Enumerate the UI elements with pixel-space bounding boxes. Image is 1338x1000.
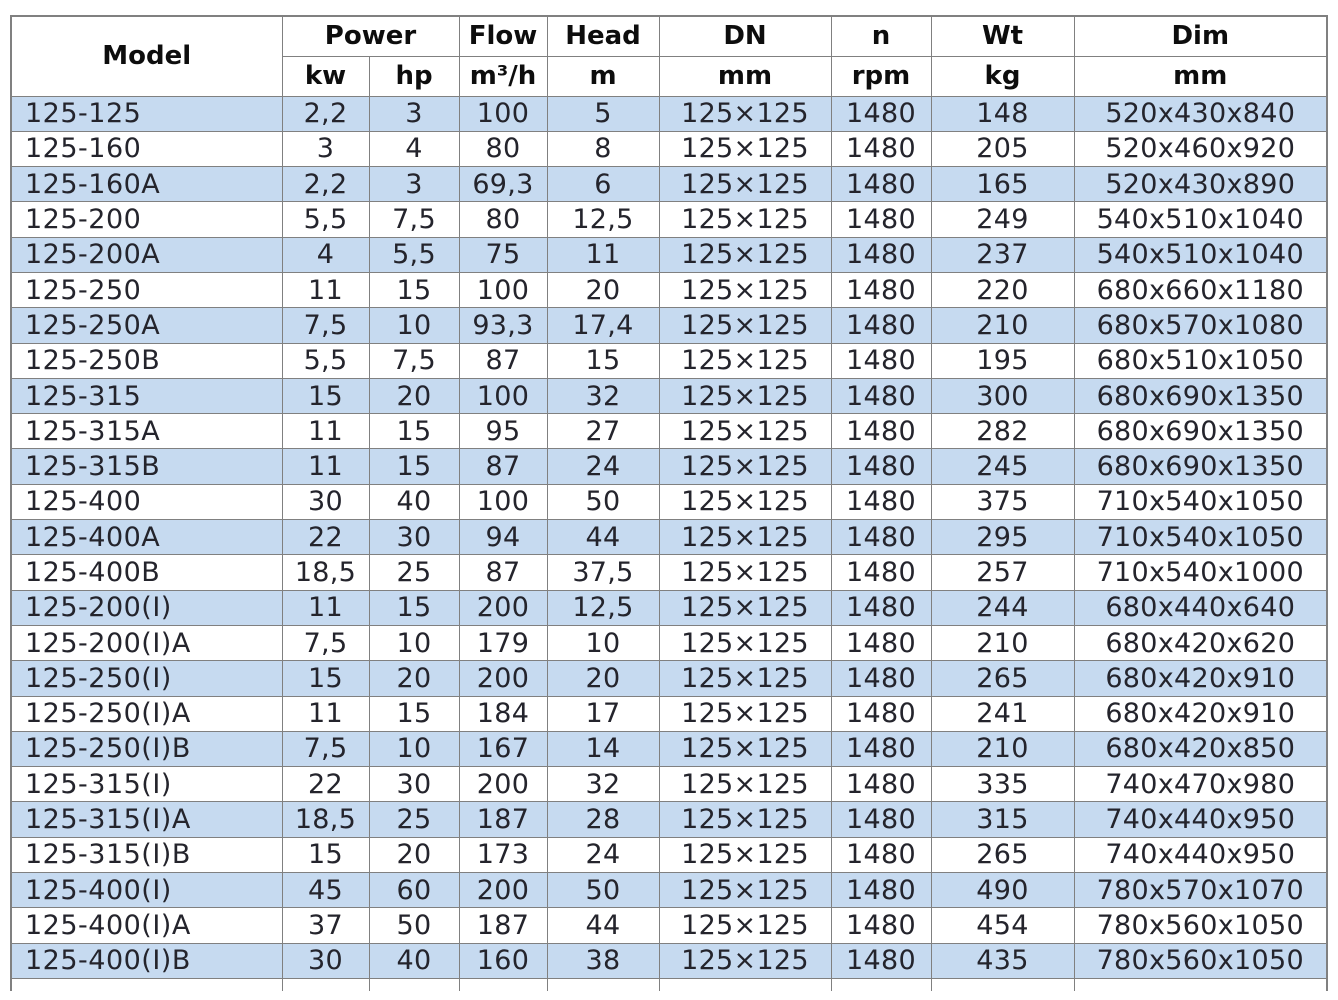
table-row <box>11 943 1327 978</box>
cell-dn: 125×125 <box>659 625 831 660</box>
cell-wt: 490 <box>931 873 1074 908</box>
cell-head: 17 <box>547 696 659 731</box>
cell-hp: 4 <box>369 131 459 166</box>
cell-n: 1480 <box>831 873 931 908</box>
cell-kw: 30 <box>282 484 369 519</box>
table-row <box>11 414 1327 449</box>
cell-kw: 30 <box>282 943 369 978</box>
cell-dn: 125×125 <box>659 414 831 449</box>
cell-model: 125-250(I) <box>11 661 282 696</box>
cell-head: 44 <box>547 520 659 555</box>
cell-head: 20 <box>547 661 659 696</box>
cell-flow: 173 <box>459 837 547 872</box>
cell-model: 125-400B <box>11 555 282 590</box>
cell-kw: 7,5 <box>282 308 369 343</box>
cell-hp: 7,5 <box>369 202 459 237</box>
table-row <box>11 378 1327 413</box>
cell-model: 125-315B <box>11 449 282 484</box>
cell-flow: 100 <box>459 96 547 131</box>
cell-wt: 210 <box>931 308 1074 343</box>
cell-flow: 160 <box>459 943 547 978</box>
cell-model: 125-200 <box>11 202 282 237</box>
cell-flow: 100 <box>459 272 547 307</box>
cell-hp: 10 <box>369 731 459 766</box>
cell-hp: 60 <box>369 873 459 908</box>
cell-kw: 18,5 <box>282 802 369 837</box>
cell-flow: 187 <box>459 908 547 943</box>
cell-flow: 95 <box>459 414 547 449</box>
cell-kw: 11 <box>282 696 369 731</box>
cell-head: 38 <box>547 943 659 978</box>
cell-head: 6 <box>547 167 659 202</box>
cell-hp: 25 <box>369 555 459 590</box>
cell-model: 125-250A <box>11 308 282 343</box>
column-header-dim: Dim <box>1074 16 1327 56</box>
cell-kw: 7,5 <box>282 625 369 660</box>
table-row <box>11 802 1327 837</box>
cell-hp: 15 <box>369 449 459 484</box>
cell-hp: 25 <box>369 802 459 837</box>
cell-kw: 11 <box>282 449 369 484</box>
cell-dn: 125×125 <box>659 272 831 307</box>
column-header-model: Model <box>11 16 282 96</box>
column-header-head: Head <box>547 16 659 56</box>
column-header-n: n <box>831 16 931 56</box>
cell-n: 1480 <box>831 943 931 978</box>
table-row <box>11 343 1327 378</box>
cell-hp: 15 <box>369 696 459 731</box>
cell-model: 125-200A <box>11 237 282 272</box>
cell-kw: 11 <box>282 272 369 307</box>
cell-kw: 3 <box>282 131 369 166</box>
cell-flow: 94 <box>459 520 547 555</box>
cell-n: 1480 <box>831 414 931 449</box>
cell-model: 125-250B <box>11 343 282 378</box>
cell-model: 125-315(I)A <box>11 802 282 837</box>
cell-head: 5 <box>547 96 659 131</box>
cell-dim: 780x560x1050 <box>1074 943 1327 978</box>
cell-dim: 540x510x1040 <box>1074 202 1327 237</box>
cell-head: 27 <box>547 414 659 449</box>
cell-kw: 15 <box>282 661 369 696</box>
cell-hp: 30 <box>369 520 459 555</box>
cell-hp: 40 <box>369 484 459 519</box>
table-row <box>11 696 1327 731</box>
cell-n: 1480 <box>831 908 931 943</box>
cell-kw: 15 <box>282 837 369 872</box>
cell-dn: 125×125 <box>659 696 831 731</box>
header-row-titles <box>11 16 1327 56</box>
cell-n: 1480 <box>831 555 931 590</box>
cell-hp: 20 <box>369 661 459 696</box>
table-row <box>11 167 1327 202</box>
cell-dim: 680x690x1350 <box>1074 414 1327 449</box>
cell-dn: 125×125 <box>659 661 831 696</box>
cell-n: 1480 <box>831 696 931 731</box>
cell-dim: 710x540x1050 <box>1074 484 1327 519</box>
cell-kw: 11 <box>282 590 369 625</box>
cell-head: 32 <box>547 767 659 802</box>
cell-wt: 454 <box>931 908 1074 943</box>
cell-head: 28 <box>547 802 659 837</box>
cell-wt: 205 <box>931 131 1074 166</box>
cell-n: 1480 <box>831 131 931 166</box>
cell-model: 125-315 <box>11 378 282 413</box>
cell-n: 1480 <box>831 308 931 343</box>
cell-wt: 148 <box>931 96 1074 131</box>
table-row <box>11 484 1327 519</box>
cell-dn: 125×125 <box>659 908 831 943</box>
cell-hp: 10 <box>369 308 459 343</box>
cell-dn: 125×125 <box>659 131 831 166</box>
cell-head: 32 <box>547 378 659 413</box>
cell-n: 1480 <box>831 590 931 625</box>
cell-kw: 2,2 <box>282 167 369 202</box>
cell-head: 44 <box>547 908 659 943</box>
cell-dim: 740x440x950 <box>1074 802 1327 837</box>
cell-wt: 375 <box>931 484 1074 519</box>
cell-flow: 93,3 <box>459 308 547 343</box>
cell-hp: 50 <box>369 908 459 943</box>
cell-model: 125-200(I)A <box>11 625 282 660</box>
unit-header-head: m <box>547 56 659 96</box>
cell-model: 125-400(I)B <box>11 943 282 978</box>
cell-dim: 710x540x1050 <box>1074 520 1327 555</box>
table-row <box>11 96 1327 131</box>
cell-dim: 680x510x1050 <box>1074 343 1327 378</box>
cell-hp: 7,5 <box>369 343 459 378</box>
cell-wt: 265 <box>931 837 1074 872</box>
cell-dn: 125×125 <box>659 484 831 519</box>
cell-dn: 125×125 <box>659 343 831 378</box>
cell-n: 1480 <box>831 837 931 872</box>
cell-hp: 30 <box>369 767 459 802</box>
cell-hp: 20 <box>369 378 459 413</box>
cell-hp: 5,5 <box>369 237 459 272</box>
unit-header-kw: kw <box>282 56 369 96</box>
cell-head: 10 <box>547 625 659 660</box>
cell-head: 17,4 <box>547 308 659 343</box>
cell-head: 12,5 <box>547 202 659 237</box>
cell-hp: 20 <box>369 837 459 872</box>
cell-dim: 680x440x640 <box>1074 590 1327 625</box>
cell-head: 11 <box>547 237 659 272</box>
cell-dn: 125×125 <box>659 237 831 272</box>
cell-flow: 200 <box>459 873 547 908</box>
cell-flow: 200 <box>459 767 547 802</box>
cell-dim: 780x570x1070 <box>1074 873 1327 908</box>
empty-cell <box>369 978 459 991</box>
table-row <box>11 625 1327 660</box>
pump-spec-table <box>10 15 1328 991</box>
cell-dim: 520x430x890 <box>1074 167 1327 202</box>
empty-cell <box>11 978 282 991</box>
cell-dn: 125×125 <box>659 837 831 872</box>
column-header-wt: Wt <box>931 16 1074 56</box>
cell-flow: 69,3 <box>459 167 547 202</box>
table-row <box>11 520 1327 555</box>
column-header-flow: Flow <box>459 16 547 56</box>
cell-dn: 125×125 <box>659 308 831 343</box>
cell-kw: 7,5 <box>282 731 369 766</box>
cell-hp: 3 <box>369 167 459 202</box>
cell-model: 125-160A <box>11 167 282 202</box>
cell-model: 125-125 <box>11 96 282 131</box>
cell-flow: 100 <box>459 378 547 413</box>
cell-dn: 125×125 <box>659 802 831 837</box>
cell-n: 1480 <box>831 167 931 202</box>
cell-n: 1480 <box>831 520 931 555</box>
cell-wt: 300 <box>931 378 1074 413</box>
cell-hp: 3 <box>369 96 459 131</box>
cell-n: 1480 <box>831 731 931 766</box>
cell-model: 125-250(I)B <box>11 731 282 766</box>
table-row <box>11 308 1327 343</box>
cell-model: 125-400 <box>11 484 282 519</box>
cell-dn: 125×125 <box>659 873 831 908</box>
cell-head: 50 <box>547 873 659 908</box>
cell-kw: 2,2 <box>282 96 369 131</box>
cell-dn: 125×125 <box>659 167 831 202</box>
cell-model: 125-200(I) <box>11 590 282 625</box>
cell-head: 37,5 <box>547 555 659 590</box>
empty-cell <box>1074 978 1327 991</box>
cell-flow: 87 <box>459 555 547 590</box>
pump-spec-table-container <box>10 15 1332 991</box>
cell-flow: 100 <box>459 484 547 519</box>
cell-head: 50 <box>547 484 659 519</box>
cell-wt: 244 <box>931 590 1074 625</box>
empty-cell <box>831 978 931 991</box>
cell-dim: 520x460x920 <box>1074 131 1327 166</box>
cell-n: 1480 <box>831 96 931 131</box>
cell-flow: 80 <box>459 131 547 166</box>
cell-hp: 15 <box>369 414 459 449</box>
table-row <box>11 767 1327 802</box>
cell-dim: 710x540x1000 <box>1074 555 1327 590</box>
empty-cell <box>931 978 1074 991</box>
cell-n: 1480 <box>831 378 931 413</box>
cell-wt: 195 <box>931 343 1074 378</box>
table-row <box>11 272 1327 307</box>
cell-kw: 22 <box>282 520 369 555</box>
cell-flow: 87 <box>459 449 547 484</box>
cell-model: 125-315(I) <box>11 767 282 802</box>
cell-wt: 335 <box>931 767 1074 802</box>
unit-header-dn: mm <box>659 56 831 96</box>
cell-wt: 237 <box>931 237 1074 272</box>
table-row <box>11 237 1327 272</box>
cell-head: 15 <box>547 343 659 378</box>
cell-hp: 15 <box>369 590 459 625</box>
cell-kw: 15 <box>282 378 369 413</box>
cell-wt: 210 <box>931 731 1074 766</box>
cell-dim: 680x690x1350 <box>1074 449 1327 484</box>
cell-wt: 295 <box>931 520 1074 555</box>
cell-wt: 315 <box>931 802 1074 837</box>
cell-dn: 125×125 <box>659 590 831 625</box>
cell-hp: 40 <box>369 943 459 978</box>
cell-wt: 249 <box>931 202 1074 237</box>
table-body <box>11 96 1327 991</box>
cell-wt: 165 <box>931 167 1074 202</box>
unit-header-wt: kg <box>931 56 1074 96</box>
cell-model: 125-250 <box>11 272 282 307</box>
cell-dim: 680x690x1350 <box>1074 378 1327 413</box>
cell-model: 125-400(I)A <box>11 908 282 943</box>
table-row <box>11 873 1327 908</box>
cell-wt: 435 <box>931 943 1074 978</box>
cell-kw: 37 <box>282 908 369 943</box>
cell-flow: 80 <box>459 202 547 237</box>
cell-wt: 241 <box>931 696 1074 731</box>
cell-n: 1480 <box>831 661 931 696</box>
cell-kw: 4 <box>282 237 369 272</box>
empty-cell <box>459 978 547 991</box>
cell-flow: 184 <box>459 696 547 731</box>
cell-kw: 11 <box>282 414 369 449</box>
column-header-power: Power <box>282 16 459 56</box>
cell-dn: 125×125 <box>659 378 831 413</box>
cell-wt: 210 <box>931 625 1074 660</box>
cell-n: 1480 <box>831 484 931 519</box>
cell-flow: 187 <box>459 802 547 837</box>
cell-n: 1480 <box>831 625 931 660</box>
table-row <box>11 837 1327 872</box>
cell-n: 1480 <box>831 802 931 837</box>
partial-row <box>11 978 1327 991</box>
cell-n: 1480 <box>831 767 931 802</box>
cell-dim: 740x470x980 <box>1074 767 1327 802</box>
cell-dn: 125×125 <box>659 449 831 484</box>
cell-dn: 125×125 <box>659 943 831 978</box>
cell-wt: 257 <box>931 555 1074 590</box>
empty-cell <box>547 978 659 991</box>
cell-dim: 680x660x1180 <box>1074 272 1327 307</box>
cell-wt: 245 <box>931 449 1074 484</box>
cell-model: 125-400A <box>11 520 282 555</box>
empty-cell <box>659 978 831 991</box>
cell-dn: 125×125 <box>659 731 831 766</box>
unit-header-hp: hp <box>369 56 459 96</box>
cell-wt: 282 <box>931 414 1074 449</box>
cell-n: 1480 <box>831 449 931 484</box>
table-row <box>11 202 1327 237</box>
cell-kw: 5,5 <box>282 343 369 378</box>
cell-head: 24 <box>547 449 659 484</box>
cell-dim: 740x440x950 <box>1074 837 1327 872</box>
table-row <box>11 731 1327 766</box>
cell-dn: 125×125 <box>659 520 831 555</box>
cell-model: 125-315(I)B <box>11 837 282 872</box>
table-row <box>11 555 1327 590</box>
unit-header-flow: m³/h <box>459 56 547 96</box>
cell-flow: 200 <box>459 661 547 696</box>
cell-kw: 22 <box>282 767 369 802</box>
unit-header-n: rpm <box>831 56 931 96</box>
table-row <box>11 590 1327 625</box>
cell-head: 12,5 <box>547 590 659 625</box>
cell-kw: 18,5 <box>282 555 369 590</box>
table-row <box>11 908 1327 943</box>
cell-kw: 5,5 <box>282 202 369 237</box>
cell-n: 1480 <box>831 202 931 237</box>
table-row <box>11 449 1327 484</box>
cell-dim: 780x560x1050 <box>1074 908 1327 943</box>
empty-cell <box>282 978 369 991</box>
cell-dim: 520x430x840 <box>1074 96 1327 131</box>
cell-dn: 125×125 <box>659 555 831 590</box>
cell-model: 125-250(I)A <box>11 696 282 731</box>
cell-head: 14 <box>547 731 659 766</box>
cell-n: 1480 <box>831 237 931 272</box>
cell-dn: 125×125 <box>659 202 831 237</box>
cell-flow: 167 <box>459 731 547 766</box>
cell-hp: 15 <box>369 272 459 307</box>
table-row <box>11 661 1327 696</box>
table-row <box>11 131 1327 166</box>
cell-model: 125-400(I) <box>11 873 282 908</box>
cell-n: 1480 <box>831 272 931 307</box>
cell-dim: 680x420x620 <box>1074 625 1327 660</box>
cell-head: 24 <box>547 837 659 872</box>
cell-n: 1480 <box>831 343 931 378</box>
cell-model: 125-160 <box>11 131 282 166</box>
cell-dim: 680x420x850 <box>1074 731 1327 766</box>
cell-flow: 75 <box>459 237 547 272</box>
table-header <box>11 16 1327 96</box>
cell-kw: 45 <box>282 873 369 908</box>
cell-wt: 265 <box>931 661 1074 696</box>
cell-dim: 680x420x910 <box>1074 661 1327 696</box>
cell-dn: 125×125 <box>659 767 831 802</box>
cell-flow: 87 <box>459 343 547 378</box>
cell-dim: 540x510x1040 <box>1074 237 1327 272</box>
cell-hp: 10 <box>369 625 459 660</box>
cell-dn: 125×125 <box>659 96 831 131</box>
cell-dim: 680x420x910 <box>1074 696 1327 731</box>
cell-wt: 220 <box>931 272 1074 307</box>
cell-head: 8 <box>547 131 659 166</box>
unit-header-dim: mm <box>1074 56 1327 96</box>
cell-dim: 680x570x1080 <box>1074 308 1327 343</box>
cell-flow: 200 <box>459 590 547 625</box>
column-header-dn: DN <box>659 16 831 56</box>
cell-head: 20 <box>547 272 659 307</box>
cell-model: 125-315A <box>11 414 282 449</box>
cell-flow: 179 <box>459 625 547 660</box>
